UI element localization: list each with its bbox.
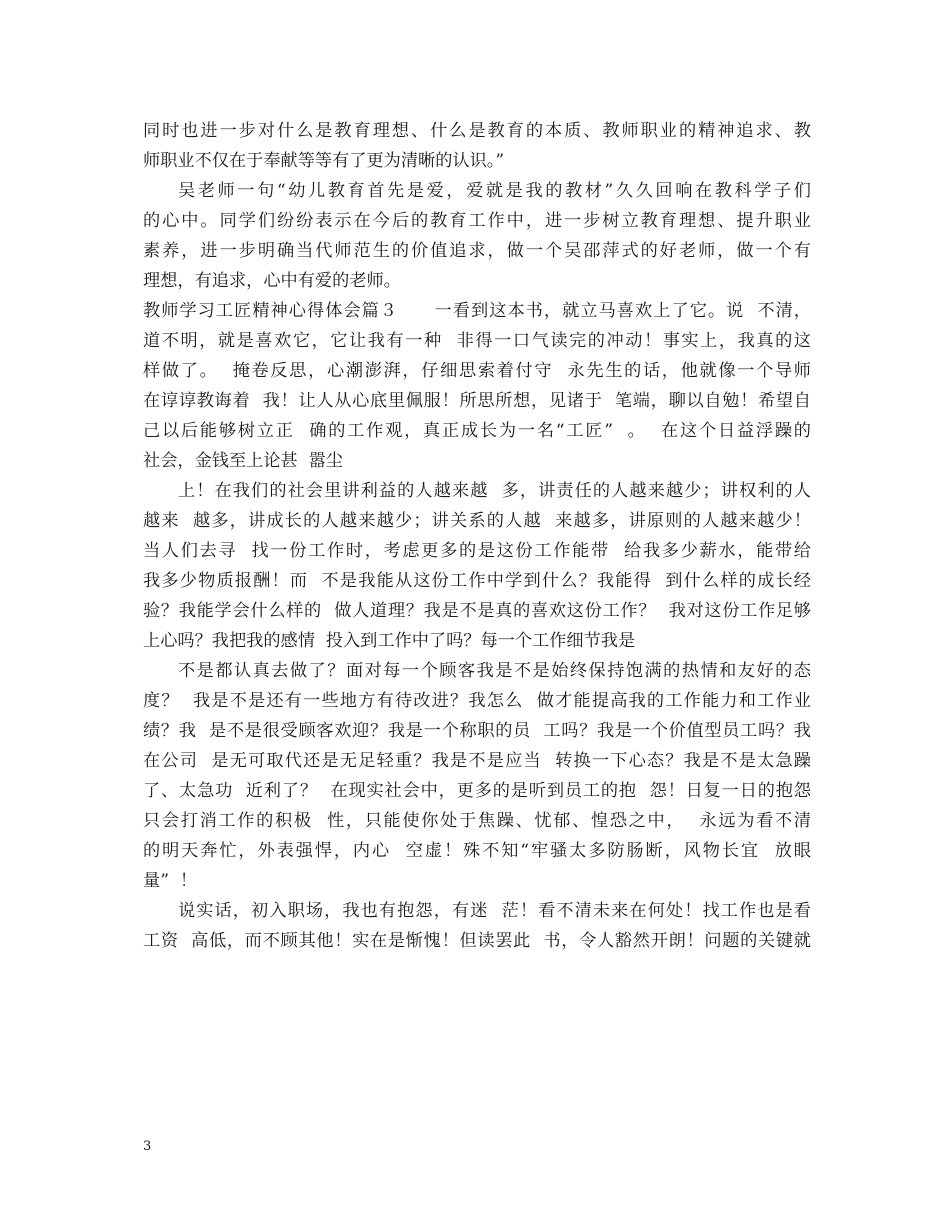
paragraph (143, 476, 811, 656)
text-line: 同时也进一步对什么是教育理想、什么是教育的本质、教师职业的精神追求、教 (143, 121, 811, 141)
text-line: 在公司 是无可取代还是无足轻重？我是不是应当 转换一下心态？我是不是太急躁 (143, 751, 811, 771)
text-line: 社会，金钱至上论甚 嚣尘 (143, 451, 343, 471)
text-line: 吴老师一句“幼儿教育首先是爱，爱就是我的教材”久久回响在教科学子们 (178, 181, 811, 201)
text-line: 当人们去寻 找一份工作时，考虑更多的是这份工作能带 给我多少薪水，能带给 (143, 541, 811, 561)
text-line: 了、太急功 近利了？ 在现实社会中，更多的是听到员工的抱 怨！日复一日的抱怨 (143, 781, 811, 801)
text-line: 绩？我 是不是很受顾客欢迎？我是一个称职的员 工吗？我是一个价值型员工吗？我 (143, 721, 811, 741)
text-line: 度？ 我是不是还有一些地方有待改进？我怎么 做才能提高我的工作能力和工作业 (143, 691, 811, 711)
text-line: 不是都认真去做了？面对每一个顾客我是不是始终保持饱满的热情和友好的态 (178, 661, 811, 681)
text-line: 道不明，就是喜欢它，它让我有一种 非得一口气读完的冲动！事实上，我真的这 (143, 331, 811, 351)
text-line: 师职业不仅在于奉献等等有了更为清晰的认识。” (143, 151, 505, 171)
text-line: 只会打消工作的积极 性，只能使你处于焦躁、忧郁、惶恐之中， 永远为看不清 (143, 811, 811, 831)
text-line: 上！在我们的社会里讲利益的人越来越 多，讲责任的人越来越少；讲权利的人 (178, 481, 811, 501)
text-line: 验？我能学会什么样的 做人道理？我是不是真的喜欢这份工作？ 我对这份工作足够 (143, 601, 811, 621)
text-line: 素养，进一步明确当代师范生的价值追求，做一个吴邵萍式的好老师，做一个有 (143, 241, 811, 261)
text-line: 的心中。同学们纷纷表示在今后的教育工作中，进一步树立教育理想、提升职业 (143, 211, 811, 231)
paragraph (143, 656, 811, 896)
paragraph (143, 296, 811, 476)
text-line: 上心吗？我把我的感情 投入到工作中了吗？每一个工作细节我是 (143, 631, 636, 651)
paragraph (143, 896, 811, 956)
document-body (143, 116, 811, 956)
text-line: 我多少物质报酬！而 不是我能从这份工作中学到什么？我能得 到什么样的成长经 (143, 571, 811, 591)
page-number: 3 (143, 1139, 152, 1154)
text-line: 样做了。 掩卷反思，心潮澎湃，仔细思索着付守 永先生的话，他就像一个导师 (143, 361, 811, 381)
text-line: 在谆谆教诲着 我！让人从心底里佩服！所思所想，见诸于 笔端，聊以自勉！希望自 (143, 391, 811, 411)
text-line: 说实话，初入职场，我也有抱怨，有迷 茫！看不清未来在何处！找工作也是看 (178, 901, 811, 921)
text-line: 教师学习工匠精神心得体会篇３ 一看到这本书，就立马喜欢上了它。说 不清， (143, 301, 811, 321)
text-line: 己以后能够树立正 确的工作观，真正成长为一名“工匠” 。 在这个日益浮躁的 (143, 421, 811, 441)
text-line: 的明天奔忙，外表强悍，内心 空虚！殊不知“牢骚太多防肠断，风物长宜 放眼 (143, 841, 811, 861)
text-line: 量” ！ (143, 871, 198, 891)
paragraph (143, 116, 811, 176)
text-line: 越来 越多，讲成长的人越来越少；讲关系的人越 来越多，讲原则的人越来越少！ (143, 511, 811, 531)
text-line: 理想，有追求，心中有爱的老师。 (143, 271, 401, 291)
paragraph (143, 176, 811, 296)
text-line: 工资 高低，而不顾其他！实在是惭愧！但读罢此 书，令人豁然开朗！问题的关键就 (143, 931, 811, 951)
